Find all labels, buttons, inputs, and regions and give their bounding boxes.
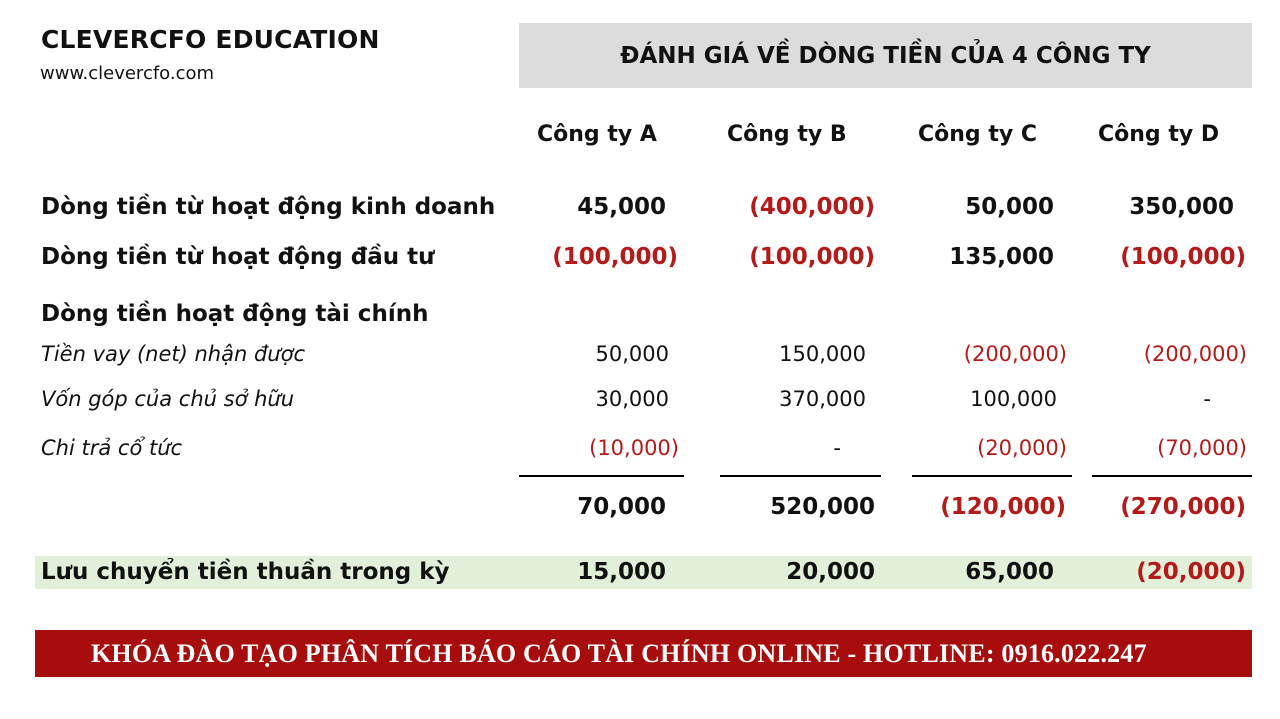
cell-operating-b: (400,000) bbox=[749, 194, 875, 220]
cell-dividends-c: (20,000) bbox=[977, 436, 1067, 460]
cell-dividends-b: - bbox=[833, 436, 841, 460]
cell-financing-total-a: 70,000 bbox=[577, 494, 666, 520]
row-label-investing: Dòng tiền từ hoạt động đầu tư bbox=[41, 244, 435, 270]
cell-investing-a: (100,000) bbox=[552, 244, 678, 270]
subtotal-rule-d bbox=[1092, 475, 1252, 477]
cell-loans-a: 50,000 bbox=[595, 342, 669, 366]
footer-text: KHÓA ĐÀO TẠO PHÂN TÍCH BÁO CÁO TÀI CHÍNH ONLINE - HOTLINE: 0916.022.247 bbox=[91, 638, 1147, 668]
cell-operating-a: 45,000 bbox=[577, 194, 666, 220]
cell-net-change-d: (20,000) bbox=[1136, 559, 1246, 585]
column-header-d: Công ty D bbox=[1098, 122, 1220, 147]
cell-equity-c: 100,000 bbox=[970, 387, 1057, 411]
row-label-operating: Dòng tiền từ hoạt động kinh doanh bbox=[41, 194, 496, 220]
website: www.clevercfo.com bbox=[40, 63, 215, 84]
row-label-dividends: Chi trả cổ tức bbox=[41, 436, 183, 460]
title-banner bbox=[519, 23, 1252, 88]
cell-equity-b: 370,000 bbox=[779, 387, 866, 411]
subtotal-rule-c bbox=[912, 475, 1072, 477]
column-header-a: Công ty A bbox=[537, 122, 657, 147]
cell-dividends-d: (70,000) bbox=[1157, 436, 1247, 460]
cell-dividends-a: (10,000) bbox=[589, 436, 679, 460]
cell-investing-d: (100,000) bbox=[1120, 244, 1246, 270]
cell-net-change-a: 15,000 bbox=[577, 559, 666, 585]
cell-net-change-b: 20,000 bbox=[786, 559, 875, 585]
row-label-net-change: Lưu chuyển tiền thuần trong kỳ bbox=[41, 559, 450, 585]
cell-equity-a: 30,000 bbox=[595, 387, 669, 411]
cell-investing-c: 135,000 bbox=[949, 244, 1054, 270]
subtotal-rule-a bbox=[519, 475, 684, 477]
cell-financing-total-c: (120,000) bbox=[940, 494, 1066, 520]
cell-financing-total-b: 520,000 bbox=[770, 494, 875, 520]
cell-operating-d: 350,000 bbox=[1129, 194, 1234, 220]
row-label-equity: Vốn góp của chủ sở hữu bbox=[41, 387, 295, 411]
cell-loans-d: (200,000) bbox=[1143, 342, 1247, 366]
cell-financing-total-d: (270,000) bbox=[1120, 494, 1246, 520]
column-header-c: Công ty C bbox=[918, 122, 1037, 147]
row-label-financing: Dòng tiền hoạt động tài chính bbox=[41, 301, 429, 327]
row-label-loans: Tiền vay (net) nhận được bbox=[41, 342, 305, 366]
cell-loans-c: (200,000) bbox=[963, 342, 1067, 366]
cell-equity-d: - bbox=[1203, 387, 1211, 411]
cell-operating-c: 50,000 bbox=[965, 194, 1054, 220]
cell-loans-b: 150,000 bbox=[779, 342, 866, 366]
footer-banner bbox=[35, 630, 1252, 677]
brand-name: CLEVERCFO EDUCATION bbox=[41, 25, 380, 54]
column-header-b: Công ty B bbox=[727, 122, 847, 147]
cell-investing-b: (100,000) bbox=[749, 244, 875, 270]
page-title: ĐÁNH GIÁ VỀ DÒNG TIỀN CỦA 4 CÔNG TY bbox=[620, 42, 1151, 69]
subtotal-rule-b bbox=[720, 475, 881, 477]
cell-net-change-c: 65,000 bbox=[965, 559, 1054, 585]
